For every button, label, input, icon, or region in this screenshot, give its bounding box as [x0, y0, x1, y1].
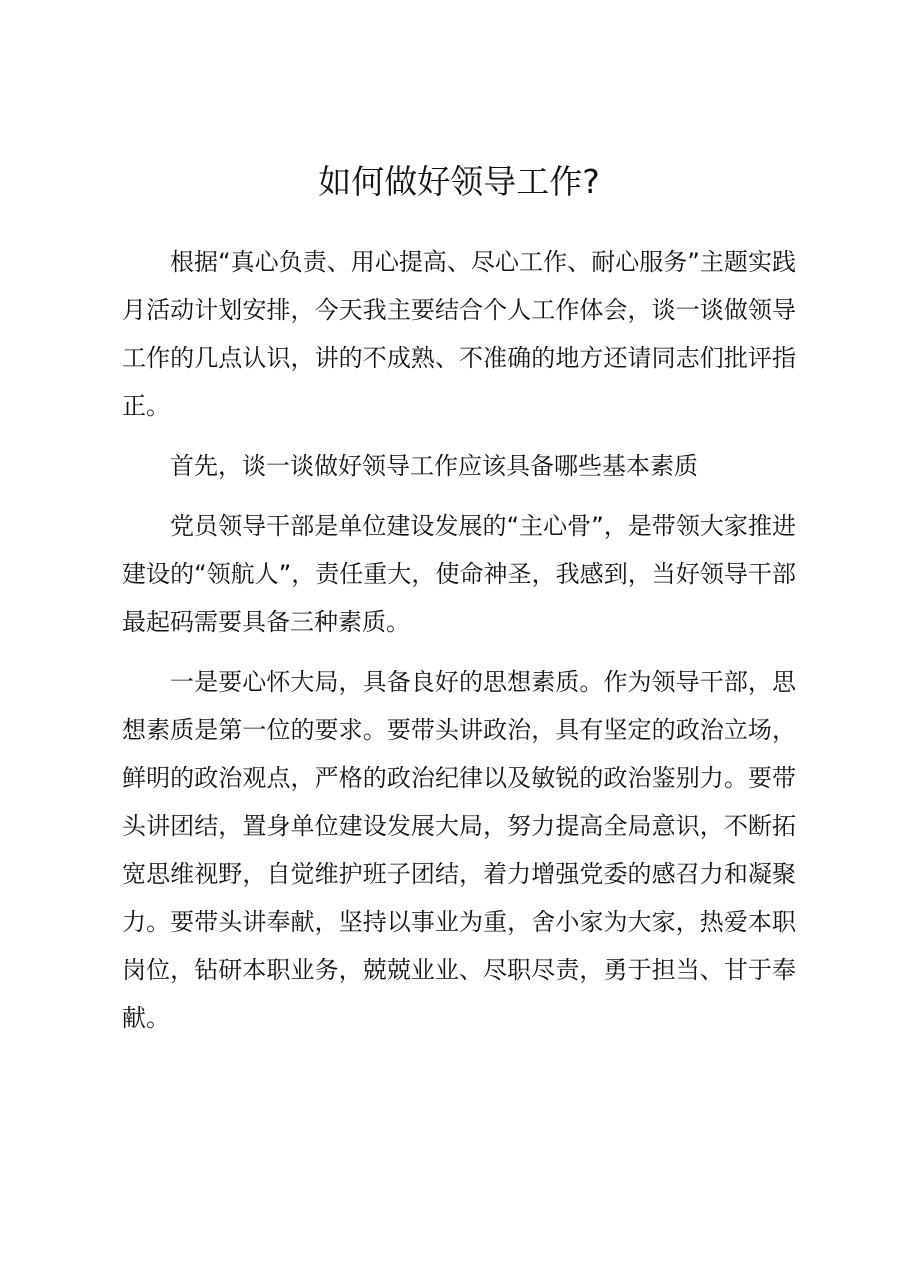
paragraph-section-heading: 首先，谈一谈做好领导工作应该具备哪些基本素质 [170, 452, 698, 480]
document-body [122, 156, 796, 1054]
paragraph-intro: 根据“真心负责、用心提高、尽心工作、耐心服务”主题实践月活动计划安排，今天我主要结合个人工作体会，谈一谈做领导工作的几点认识，讲的不成熟、不准确的地方还请同志们批评指正。 [122, 248, 796, 420]
paragraph-cadre-role: 党员领导干部是单位建设发展的“主心骨”，是带领大家推进建设的“领航人”，责任重大，使命神圣，我感到，当好领导干部最起码需要具备三种素质。 [122, 512, 796, 636]
document-title: 如何做好领导工作? [318, 162, 600, 201]
paragraph-ideological-quality: 一是要心怀大局，具备良好的思想素质。作为领导干部，思想素质是第一位的要求。要带头讲政治，具有坚定的政治立场，鲜明的政治观点，严格的政治纪律以及敏锐的政治鉴别力。要带头讲团结，置身单位建设发展大局，努力提高全局意识，不断拓宽思维视野，自觉维护班子团结，着力增强党委的感召力和凝聚力。要带头讲奉献，坚持以事业为重，舍小家为大家，热爱本职岗位，钻研本职业务，兢兢业业、尽职尽责，勇于担当、甘于奉献。 [122, 668, 796, 1032]
